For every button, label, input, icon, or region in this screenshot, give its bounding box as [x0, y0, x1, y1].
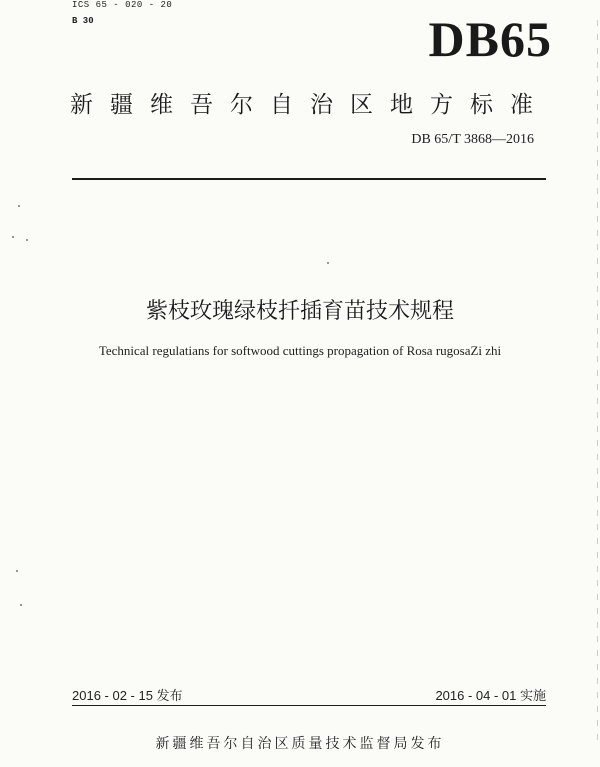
- scan-speck: [18, 205, 20, 207]
- ccs-code: B 30: [72, 16, 94, 26]
- ics-code: ICS 65 - 020 - 20: [72, 0, 173, 10]
- implementation-date: 2016 - 04 - 01 实施: [435, 688, 546, 703]
- issue-date: 2016 - 02 - 15 发布: [72, 688, 183, 703]
- scan-speck: [20, 604, 22, 606]
- db65-logo: DB65: [428, 11, 552, 67]
- title-english: Technical regulatians for softwood cuttings propagation of Rosa rugosaZi zhi: [98, 343, 502, 358]
- standard-kind-heading: 新疆维吾尔自治区地方标准: [70, 92, 550, 118]
- scan-edge-marks: [597, 20, 598, 740]
- title-chinese: 紫枝玫瑰绿枝扦插育苗技术规程: [145, 299, 454, 324]
- standard-number: DB 65/T 3868—2016: [411, 132, 534, 147]
- scan-speck: [12, 236, 14, 238]
- scan-speck: [327, 262, 329, 264]
- bottom-divider: [72, 705, 546, 706]
- scan-speck: [26, 239, 28, 241]
- top-divider: [72, 178, 546, 180]
- scan-speck: [16, 570, 18, 572]
- issuing-authority: 新疆维吾尔自治区质量技术监督局发布: [155, 736, 445, 752]
